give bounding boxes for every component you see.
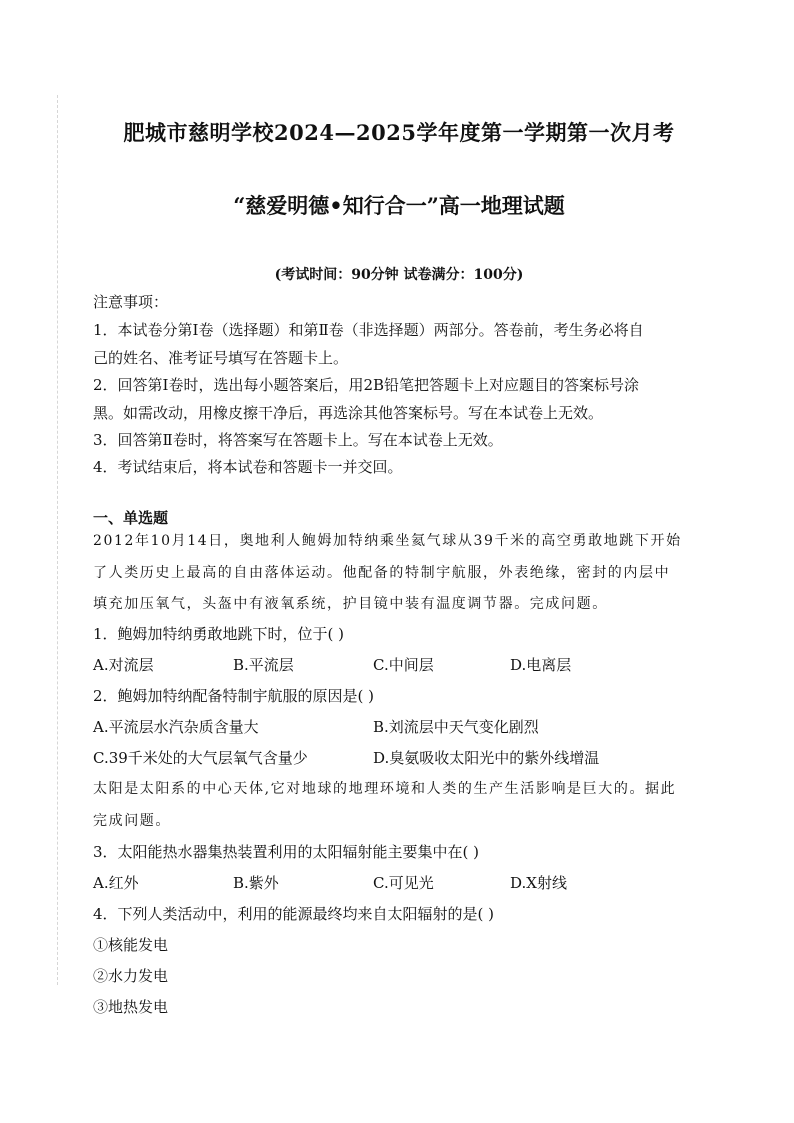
option-a: A.红外 <box>93 874 139 892</box>
question-3-stem: 3．太阳能热水器集热装置利用的太阳辐射能主要集中在( ) <box>93 843 480 861</box>
section-heading: 一、单选题 <box>93 509 169 527</box>
option-c: C.可见光 <box>373 874 434 892</box>
option-c: C.39千米处的大气层氧气含量少 <box>93 749 308 767</box>
question-1-stem: 1．鲍姆加特纳勇敢地跳下时，位于( ) <box>93 625 345 643</box>
option-d: D.电离层 <box>510 656 572 674</box>
notice-line: 己的姓名、准考证号填写在答题卡上。 <box>93 349 349 367</box>
option-a: A.对流层 <box>93 656 154 674</box>
option-b: B.紫外 <box>233 874 279 892</box>
option-d: D.臭氨吸收太阳光中的紫外线增温 <box>373 749 600 767</box>
passage-line: 完成问题。 <box>93 813 171 829</box>
exam-subtitle: “慈爱明德•知行合一”高一地理试题 <box>233 193 565 218</box>
question-2-options-row2 <box>93 748 705 768</box>
notice-heading: 注意事项： <box>93 293 169 311</box>
question-4-item: ②水力发电 <box>93 967 169 985</box>
question-2-stem: 2．鲍姆加特纳配备特制宇航服的原因是( ) <box>93 687 375 705</box>
option-d: D.X射线 <box>510 874 567 892</box>
notice-line: 2．回答第Ⅰ卷时，选出每小题答案后，用2B铅笔把答题卡上对应题目的答案标号涂 <box>93 376 640 394</box>
question-1-options <box>93 655 705 675</box>
exam-time-score: (考试时间：90分钟 试卷满分：100分) <box>274 267 524 283</box>
passage-line: 了人类历史上最高的自由落体运动。他配备的特制宇航服，外表绝缘，密封的内层中 <box>93 565 671 581</box>
passage-line: 2012年10月14日，奥地利人鲍姆加特纳乘坐氦气球从39千米的高空勇敢地跳下开始 <box>93 533 682 549</box>
question-4-item: ①核能发电 <box>93 936 169 954</box>
question-2-options-row1 <box>93 717 705 737</box>
question-3-options <box>93 873 705 893</box>
notice-line: 4．考试结束后，将本试卷和答题卡一并交回。 <box>93 458 403 476</box>
option-c: C.中间层 <box>373 656 434 674</box>
option-b: B.刘流层中天气变化剧烈 <box>373 718 539 736</box>
passage-line: 填充加压氧气，头盔中有液氧系统，护目镜中装有温度调节器。完成问题。 <box>93 596 608 612</box>
question-4-stem: 4．下列人类活动中，利用的能源最终均来自太阳辐射的是( ) <box>93 905 495 923</box>
notice-line: 黑。如需改动，用橡皮擦干净后，再选涂其他答案标号。写在本试卷上无效。 <box>93 404 604 422</box>
notice-line: 3．回答第Ⅱ卷时，将答案写在答题卡上。写在本试卷上无效。 <box>93 431 503 449</box>
binding-margin-line <box>57 95 58 985</box>
notice-line: 1．本试卷分第Ⅰ卷（选择题）和第Ⅱ卷（非选择题）两部分。答卷前，考生务必将自 <box>93 321 644 339</box>
question-4-item: ③地热发电 <box>93 998 169 1016</box>
exam-title: 肥城市慈明学校2024—2025学年度第一学期第一次月考 <box>123 120 675 145</box>
option-a: A.平流层水汽杂质含量大 <box>93 718 259 736</box>
passage-line: 太阳是太阳系的中心天体,它对地球的地理环境和人类的生产生活影响是巨大的。据此 <box>93 781 677 797</box>
option-b: B.平流层 <box>233 656 294 674</box>
